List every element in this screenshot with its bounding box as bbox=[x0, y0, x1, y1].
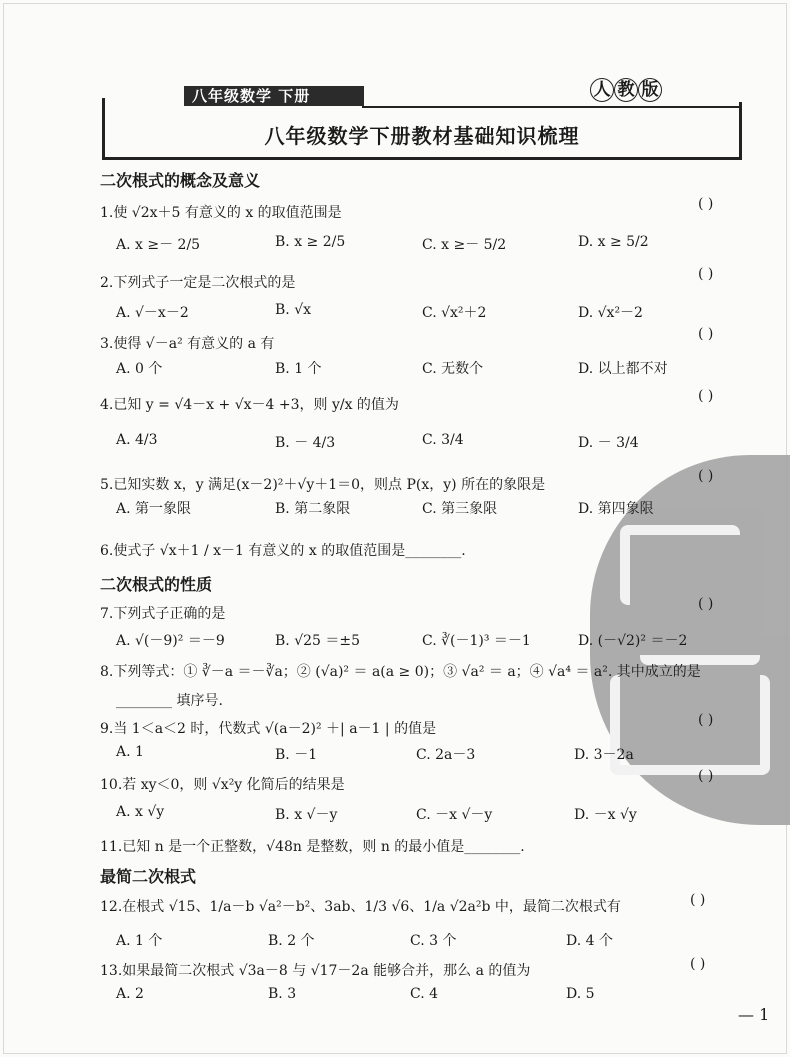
edition-char: 教 bbox=[614, 78, 638, 102]
option: C. －x √－y bbox=[416, 807, 493, 823]
option: D. 3－2a bbox=[574, 747, 634, 763]
option: A. 1 bbox=[116, 744, 144, 760]
option: C. 4 bbox=[410, 986, 439, 1002]
option: C. 第三象限 bbox=[422, 501, 498, 517]
option: D. 5 bbox=[566, 986, 595, 1002]
answer-paren: ( ) bbox=[698, 388, 714, 404]
answer-paren: ( ) bbox=[698, 712, 714, 728]
option: B. √25 ＝±5 bbox=[275, 633, 361, 649]
option: A. x ≥－ 2/5 bbox=[116, 237, 201, 253]
option: B. 3 bbox=[268, 986, 297, 1002]
question-stem: 10.若 xy＜0，则 √x²y 化简后的结果是 bbox=[100, 777, 345, 793]
answer-paren: ( ) bbox=[698, 596, 714, 612]
option: D. 4 个 bbox=[566, 933, 613, 949]
section-title: 二次根式的性质 bbox=[100, 575, 213, 594]
option: A. 第一象限 bbox=[116, 501, 192, 517]
option: A. 4/3 bbox=[116, 432, 158, 448]
option: C. 3 个 bbox=[410, 933, 457, 949]
option: D. √x²－2 bbox=[578, 305, 643, 321]
question-stem: 9.当 1＜a＜2 时，代数式 √(a－2)² ＋| a－1 | 的值是 bbox=[100, 721, 437, 737]
option: A. √－x－2 bbox=[116, 305, 189, 321]
option: C. 无数个 bbox=[422, 361, 484, 377]
answer-paren: ( ) bbox=[690, 892, 706, 908]
section-title: 二次根式的概念及意义 bbox=[100, 171, 261, 190]
option: D. 以上都不对 bbox=[578, 361, 668, 377]
question-stem: 3.使得 √－a² 有意义的 a 有 bbox=[100, 336, 275, 352]
option: D. (－√2)² ＝－2 bbox=[578, 633, 688, 649]
option: C. 3/4 bbox=[422, 432, 464, 448]
option: B. 2 个 bbox=[268, 933, 315, 949]
option: B. －1 bbox=[275, 747, 318, 763]
answer-paren: ( ) bbox=[698, 326, 714, 342]
option: B. － 4/3 bbox=[275, 435, 336, 451]
question-stem: 13.如果最简二次根式 √3a－8 与 √17－2a 能够合并，那么 a 的值为 bbox=[100, 963, 531, 979]
edition-char: 版 bbox=[638, 78, 662, 102]
option: A. 1 个 bbox=[116, 933, 163, 949]
answer-paren: ( ) bbox=[698, 468, 714, 484]
question-stem: 7.下列式子正确的是 bbox=[100, 606, 226, 622]
option: B. x √－y bbox=[275, 807, 338, 823]
book-badge: 八年级数学 下册 bbox=[184, 86, 364, 106]
section-title: 最简二次根式 bbox=[100, 867, 197, 886]
option: D. 第四象限 bbox=[578, 501, 654, 517]
question-stem: 4.已知 y = √4－x + √x－4 +3，则 y/x 的值为 bbox=[100, 397, 399, 413]
option: B. x ≥ 2/5 bbox=[275, 234, 346, 250]
option: D. －x √y bbox=[574, 807, 637, 823]
option: A. 0 个 bbox=[116, 361, 163, 377]
edition-char: 人 bbox=[590, 78, 614, 102]
question-stem: 6.使式子 √x＋1 / x－1 有意义的 x 的取值范围是________. bbox=[100, 543, 466, 559]
option: C. x ≥－ 5/2 bbox=[422, 237, 507, 253]
option: B. 1 个 bbox=[275, 361, 322, 377]
question-stem: 8.下列等式：① ∛－a ＝－∛a；② (√a)² ＝ a(a ≥ 0)；③ √a² ＝ a；④ √a⁴ ＝ a². 其中成立的是 bbox=[100, 664, 701, 680]
page-number: — 1 bbox=[738, 1005, 770, 1024]
question-stem: 1.使 √2x＋5 有意义的 x 的取值范围是 bbox=[100, 205, 342, 221]
question-stem: 12.在根式 √15、1/a－b √a²－b²、3ab、1/3 √6、1/a √2a²b 中，最简二次根式有 bbox=[100, 899, 621, 915]
answer-paren: ( ) bbox=[698, 196, 714, 212]
page-title: 八年级数学下册教材基础知识梳理 bbox=[264, 124, 580, 148]
answer-paren: ( ) bbox=[698, 266, 714, 282]
option: D. － 3/4 bbox=[578, 435, 639, 451]
option: A. √(－9)² ＝－9 bbox=[116, 633, 225, 649]
question-stem-continued: ________ 填序号. bbox=[116, 693, 223, 709]
option: D. x ≥ 5/2 bbox=[578, 234, 649, 250]
question-stem: 5.已知实数 x，y 满足(x－2)²＋√y＋1＝0，则点 P(x，y) 所在的象限是 bbox=[100, 477, 546, 493]
option: B. 第二象限 bbox=[275, 501, 351, 517]
question-stem: 2.下列式子一定是二次根式的是 bbox=[100, 275, 296, 291]
answer-paren: ( ) bbox=[690, 956, 706, 972]
option: C. ∛(－1)³ ＝－1 bbox=[422, 633, 531, 649]
option: C. √x²＋2 bbox=[422, 305, 487, 321]
title-box bbox=[102, 98, 742, 160]
option: B. √x bbox=[275, 302, 312, 318]
option: C. 2a－3 bbox=[416, 747, 476, 763]
answer-paren: ( ) bbox=[698, 768, 714, 784]
question-stem: 11.已知 n 是一个正整数，√48n 是整数，则 n 的最小值是________. bbox=[100, 839, 525, 855]
option: A. 2 bbox=[116, 986, 144, 1002]
option: A. x √y bbox=[116, 804, 165, 820]
